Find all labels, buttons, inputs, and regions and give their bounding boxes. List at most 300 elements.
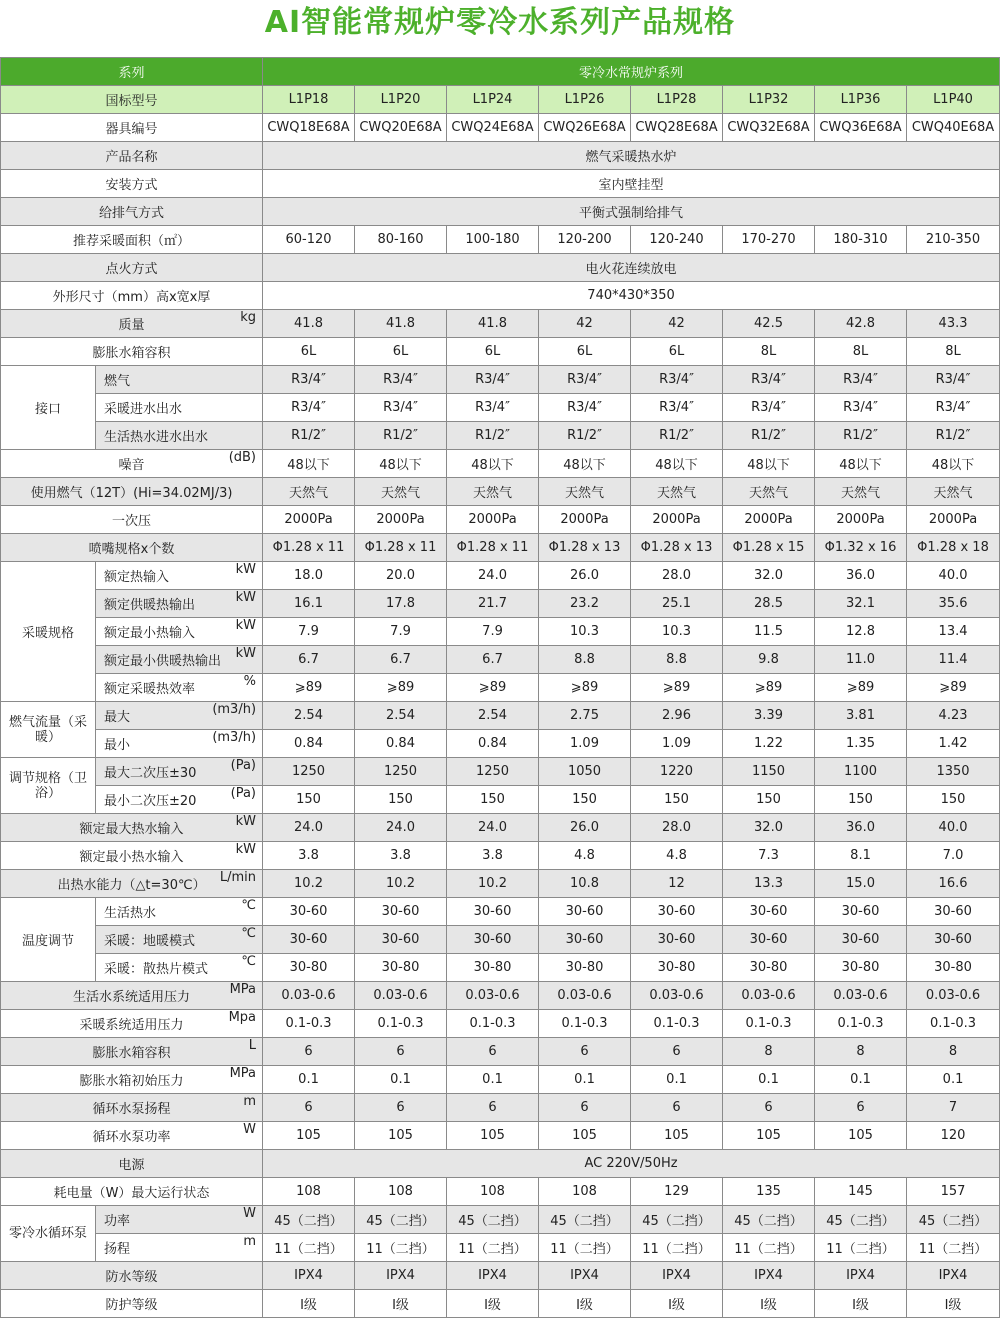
table-row (1, 534, 1000, 562)
row-label-text: 外形尺寸（mm）高x宽x厚 (52, 290, 211, 305)
value-cell: 45（二挡） (907, 1206, 1000, 1234)
value-cell: 1.09 (631, 730, 723, 758)
value-cell: 天然气 (907, 478, 1000, 506)
value-cell: 21.7 (447, 590, 539, 618)
value-cell: 30-60 (539, 926, 631, 954)
value-cell: 150 (907, 786, 1000, 814)
value-cell: ⩾89 (631, 674, 723, 702)
value-cell: R1/2″ (631, 422, 723, 450)
value-cell: 30-80 (263, 954, 355, 982)
table-row (1, 394, 1000, 422)
value-cell: R1/2″ (447, 422, 539, 450)
value-cell: 32.0 (723, 562, 815, 590)
value-cell: CWQ40E68A (907, 114, 1000, 142)
value-cell: Ⅰ级 (723, 1290, 815, 1318)
row-label-text: 额定最小热输入 (104, 626, 196, 641)
value-cell: 0.1-0.3 (539, 1010, 631, 1038)
value-cell: 天然气 (447, 478, 539, 506)
value-cell: Ⅰ级 (447, 1290, 539, 1318)
value-cell-span: 燃气采暖热水炉 (263, 142, 1000, 170)
value-cell: 4.23 (907, 702, 1000, 730)
value-cell: 天然气 (355, 478, 447, 506)
value-cell: 11（二挡） (539, 1234, 631, 1262)
value-cell: Φ1.28 x 18 (907, 534, 1000, 562)
value-cell: CWQ18E68A (263, 114, 355, 142)
value-cell: 0.1-0.3 (447, 1010, 539, 1038)
row-unit: W (243, 1122, 257, 1137)
value-cell: 11.0 (815, 646, 907, 674)
value-cell: 10.3 (631, 618, 723, 646)
value-cell: 105 (631, 1122, 723, 1150)
value-cell: 8 (907, 1038, 1000, 1066)
value-cell: 108 (539, 1178, 631, 1206)
value-cell: IPX4 (355, 1262, 447, 1290)
row-unit: MPa (229, 1066, 257, 1081)
row-unit: kW (235, 646, 257, 661)
value-cell: 6 (631, 1038, 723, 1066)
row-label (1, 478, 263, 506)
value-cell: 30-60 (263, 926, 355, 954)
table-row (1, 450, 1000, 478)
value-cell: 36.0 (815, 814, 907, 842)
value-cell: 12 (631, 870, 723, 898)
value-cell: 32.1 (815, 590, 907, 618)
value-cell: 24.0 (355, 814, 447, 842)
row-label-text: 膨胀水箱容积 (92, 1046, 171, 1061)
value-cell: 6 (539, 1094, 631, 1122)
table-row (1, 870, 1000, 898)
value-cell: 41.8 (355, 310, 447, 338)
value-cell: 26.0 (539, 562, 631, 590)
value-cell: 30-60 (907, 898, 1000, 926)
row-label (1, 814, 263, 842)
row-label-text: 膨胀水箱容积 (92, 346, 171, 361)
value-cell: 10.3 (539, 618, 631, 646)
value-cell: 11.4 (907, 646, 1000, 674)
row-label (1, 1262, 263, 1290)
row-label (96, 730, 263, 758)
value-cell: 45（二挡） (815, 1206, 907, 1234)
value-cell: R3/4″ (355, 394, 447, 422)
row-label-text: 喷嘴规格x个数 (88, 542, 175, 557)
row-label (1, 114, 263, 142)
value-cell: 0.1-0.3 (907, 1010, 1000, 1038)
value-cell: 0.03-0.6 (447, 982, 539, 1010)
value-cell: 24.0 (263, 814, 355, 842)
value-cell: Ⅰ级 (907, 1290, 1000, 1318)
value-cell: 0.1 (447, 1066, 539, 1094)
value-cell: 48以下 (355, 450, 447, 478)
table-row (1, 590, 1000, 618)
value-cell: R3/4″ (539, 366, 631, 394)
row-label-text: 防护等级 (105, 1298, 158, 1313)
category-label: 接口 (1, 366, 96, 450)
value-cell: 41.8 (263, 310, 355, 338)
value-cell: ⩾89 (263, 674, 355, 702)
value-cell: 2000Pa (815, 506, 907, 534)
row-label (1, 982, 263, 1010)
row-label (1, 170, 263, 198)
value-cell: R3/4″ (263, 366, 355, 394)
value-cell: 120-200 (539, 226, 631, 254)
value-cell: 30-60 (355, 898, 447, 926)
value-cell: R1/2″ (907, 422, 1000, 450)
value-cell: 30-60 (263, 898, 355, 926)
value-cell: 2000Pa (907, 506, 1000, 534)
value-cell: 8 (723, 1038, 815, 1066)
row-label (1, 450, 263, 478)
row-unit: W (243, 1206, 257, 1221)
value-cell: 157 (907, 1178, 1000, 1206)
category-label: 温度调节 (1, 898, 96, 982)
value-cell: R3/4″ (447, 366, 539, 394)
value-cell: 105 (447, 1122, 539, 1150)
value-cell: 48以下 (263, 450, 355, 478)
row-label (96, 618, 263, 646)
value-cell: 1100 (815, 758, 907, 786)
value-cell: 30-60 (631, 926, 723, 954)
value-cell: 105 (815, 1122, 907, 1150)
row-label-text: 最小二次压±20 (104, 794, 197, 809)
value-cell: 30-60 (723, 898, 815, 926)
value-cell: 8.1 (815, 842, 907, 870)
value-cell: 2.96 (631, 702, 723, 730)
table-row (1, 142, 1000, 170)
table-row (1, 1010, 1000, 1038)
value-cell: 6 (355, 1094, 447, 1122)
value-cell: 105 (539, 1122, 631, 1150)
value-cell: 2.54 (263, 702, 355, 730)
value-cell: 105 (355, 1122, 447, 1150)
value-cell: IPX4 (815, 1262, 907, 1290)
value-cell: 3.8 (447, 842, 539, 870)
value-cell: 105 (723, 1122, 815, 1150)
row-label (96, 562, 263, 590)
row-label-text: 额定采暖热效率 (104, 682, 196, 697)
value-cell: 36.0 (815, 562, 907, 590)
value-cell: 11（二挡） (723, 1234, 815, 1262)
value-cell: Ⅰ级 (539, 1290, 631, 1318)
value-cell: 0.1-0.3 (815, 1010, 907, 1038)
row-label (96, 394, 263, 422)
value-cell: L1P26 (539, 86, 631, 114)
table-row (1, 170, 1000, 198)
value-cell: L1P24 (447, 86, 539, 114)
row-label-text: 生活热水 (104, 906, 157, 921)
value-cell: 3.81 (815, 702, 907, 730)
value-cell: R3/4″ (907, 394, 1000, 422)
row-label-text: 点火方式 (105, 262, 158, 277)
value-cell: 40.0 (907, 562, 1000, 590)
row-unit: m (243, 1234, 257, 1249)
table-row (1, 618, 1000, 646)
row-label-text: 电源 (118, 1158, 145, 1173)
value-cell: 10.2 (263, 870, 355, 898)
value-cell: 6.7 (447, 646, 539, 674)
value-cell: 11.5 (723, 618, 815, 646)
value-cell: 80-160 (355, 226, 447, 254)
row-label (1, 86, 263, 114)
value-cell: 45（二挡） (631, 1206, 723, 1234)
value-cell: R1/2″ (263, 422, 355, 450)
series-label: 系列 (1, 58, 263, 86)
value-cell: 1.09 (539, 730, 631, 758)
value-cell: 30-80 (355, 954, 447, 982)
value-cell: 6 (723, 1094, 815, 1122)
value-cell: IPX4 (263, 1262, 355, 1290)
row-unit: kW (235, 842, 257, 857)
value-cell: R3/4″ (631, 394, 723, 422)
value-cell: 6L (263, 338, 355, 366)
row-label-text: 推荐采暖面积（㎡） (73, 234, 191, 249)
value-cell: L1P20 (355, 86, 447, 114)
value-cell: 1220 (631, 758, 723, 786)
value-cell: 30-60 (815, 926, 907, 954)
row-label (1, 226, 263, 254)
value-cell: 16.1 (263, 590, 355, 618)
value-cell: 6 (447, 1038, 539, 1066)
table-row (1, 254, 1000, 282)
value-cell: IPX4 (907, 1262, 1000, 1290)
value-cell: L1P32 (723, 86, 815, 114)
row-label-text: 额定最大热水输入 (79, 822, 184, 837)
row-label (96, 926, 263, 954)
value-cell-span: 740*430*350 (263, 282, 1000, 310)
value-cell: 30-80 (723, 954, 815, 982)
table-row (1, 1094, 1000, 1122)
row-label-text: 安装方式 (105, 178, 158, 193)
value-cell: CWQ24E68A (447, 114, 539, 142)
value-cell: R3/4″ (815, 394, 907, 422)
series-value: 零冷水常规炉系列 (263, 58, 1000, 86)
value-cell: 13.3 (723, 870, 815, 898)
value-cell: 17.8 (355, 590, 447, 618)
value-cell: R1/2″ (355, 422, 447, 450)
row-label-text: 采暖：地暖模式 (104, 934, 196, 949)
value-cell: 1250 (355, 758, 447, 786)
value-cell: 11（二挡） (447, 1234, 539, 1262)
row-label (1, 198, 263, 226)
value-cell: IPX4 (631, 1262, 723, 1290)
value-cell: R3/4″ (723, 366, 815, 394)
table-row (1, 954, 1000, 982)
row-label-text: 产品名称 (105, 150, 158, 165)
value-cell: 0.1 (263, 1066, 355, 1094)
value-cell: CWQ36E68A (815, 114, 907, 142)
row-label-text: 国标型号 (105, 94, 158, 109)
spec-table (0, 57, 1000, 1318)
value-cell: 2.75 (539, 702, 631, 730)
value-cell: Φ1.28 x 11 (355, 534, 447, 562)
row-label-text: 功率 (104, 1214, 131, 1229)
value-cell: 45（二挡） (447, 1206, 539, 1234)
value-cell: R3/4″ (815, 366, 907, 394)
row-unit: MPa (229, 982, 257, 997)
value-cell: 6 (263, 1038, 355, 1066)
row-label (96, 954, 263, 982)
row-label-text: 扬程 (104, 1242, 131, 1257)
row-label-text: 采暖进水出水 (104, 402, 183, 417)
row-label (1, 1066, 263, 1094)
page-title: AI智能常规炉零冷水系列产品规格 (264, 5, 736, 40)
value-cell: 180-310 (815, 226, 907, 254)
value-cell: 1.22 (723, 730, 815, 758)
value-cell: 45（二挡） (723, 1206, 815, 1234)
table-row (1, 506, 1000, 534)
row-unit: kg (240, 310, 257, 325)
row-label (1, 310, 263, 338)
value-cell: 48以下 (907, 450, 1000, 478)
value-cell: 30-60 (355, 926, 447, 954)
table-row (1, 1262, 1000, 1290)
value-cell: 2000Pa (355, 506, 447, 534)
value-cell: 28.5 (723, 590, 815, 618)
value-cell: 0.03-0.6 (263, 982, 355, 1010)
row-label (96, 674, 263, 702)
value-cell: 150 (723, 786, 815, 814)
value-cell: 天然气 (815, 478, 907, 506)
value-cell-span: 平衡式强制给排气 (263, 198, 1000, 226)
value-cell: 10.2 (355, 870, 447, 898)
value-cell: 4.8 (631, 842, 723, 870)
row-label-text: 一次压 (112, 514, 152, 529)
value-cell: 6 (815, 1094, 907, 1122)
value-cell: 45（二挡） (355, 1206, 447, 1234)
value-cell: IPX4 (447, 1262, 539, 1290)
value-cell: 150 (355, 786, 447, 814)
value-cell: 9.8 (723, 646, 815, 674)
value-cell-span: 室内壁挂型 (263, 170, 1000, 198)
table-row (1, 1178, 1000, 1206)
row-unit: (m3/h) (212, 730, 257, 745)
row-label (1, 1122, 263, 1150)
value-cell: 108 (263, 1178, 355, 1206)
row-label-text: 使用燃气（12T）(Hi=34.02MJ/3) (30, 486, 233, 501)
value-cell: 20.0 (355, 562, 447, 590)
row-unit: kW (235, 590, 257, 605)
row-unit: ℃ (241, 898, 257, 913)
value-cell: 6 (631, 1094, 723, 1122)
row-label (1, 142, 263, 170)
table-row (1, 562, 1000, 590)
value-cell: 天然气 (263, 478, 355, 506)
value-cell: L1P28 (631, 86, 723, 114)
category-label: 调节规格（卫浴） (1, 758, 96, 814)
table-row (1, 702, 1000, 730)
value-cell: 45（二挡） (263, 1206, 355, 1234)
row-label (96, 758, 263, 786)
value-cell: 1250 (263, 758, 355, 786)
value-cell: 3.8 (263, 842, 355, 870)
value-cell: 145 (815, 1178, 907, 1206)
row-label (1, 1094, 263, 1122)
value-cell: 150 (263, 786, 355, 814)
row-unit: L/min (219, 870, 257, 885)
row-unit: % (243, 674, 257, 689)
value-cell: 120-240 (631, 226, 723, 254)
value-cell: 2000Pa (723, 506, 815, 534)
value-cell: 0.1-0.3 (355, 1010, 447, 1038)
value-cell: R1/2″ (539, 422, 631, 450)
value-cell: 40.0 (907, 814, 1000, 842)
value-cell: 45（二挡） (539, 1206, 631, 1234)
value-cell: 16.6 (907, 870, 1000, 898)
row-label (1, 870, 263, 898)
value-cell: 4.8 (539, 842, 631, 870)
table-row (1, 786, 1000, 814)
value-cell: 2000Pa (447, 506, 539, 534)
value-cell: 15.0 (815, 870, 907, 898)
value-cell: Φ1.28 x 15 (723, 534, 815, 562)
row-label-text: 给排气方式 (99, 206, 165, 221)
value-cell: 8.8 (631, 646, 723, 674)
table-row (1, 1150, 1000, 1178)
value-cell: CWQ26E68A (539, 114, 631, 142)
value-cell: 6 (539, 1038, 631, 1066)
value-cell: 13.4 (907, 618, 1000, 646)
table-row (1, 926, 1000, 954)
row-label (1, 1150, 263, 1178)
value-cell: R3/4″ (355, 366, 447, 394)
value-cell: Φ1.28 x 11 (447, 534, 539, 562)
value-cell: 0.1-0.3 (263, 1010, 355, 1038)
row-unit: kW (235, 814, 257, 829)
value-cell: 0.03-0.6 (355, 982, 447, 1010)
value-cell: 24.0 (447, 562, 539, 590)
value-cell: 100-180 (447, 226, 539, 254)
value-cell: 12.8 (815, 618, 907, 646)
value-cell: 天然气 (631, 478, 723, 506)
value-cell: 30-60 (723, 926, 815, 954)
row-label-text: 额定最小供暖热输出 (104, 654, 222, 669)
value-cell: 60-120 (263, 226, 355, 254)
value-cell: 6L (539, 338, 631, 366)
value-cell: Φ1.28 x 13 (539, 534, 631, 562)
value-cell: 8L (815, 338, 907, 366)
row-unit: (dB) (228, 450, 257, 465)
row-label (1, 534, 263, 562)
value-cell: 11（二挡） (815, 1234, 907, 1262)
value-cell: 48以下 (815, 450, 907, 478)
value-cell: 170-270 (723, 226, 815, 254)
row-label-text: 循环水泵扬程 (92, 1102, 171, 1117)
value-cell: 6L (631, 338, 723, 366)
value-cell: CWQ32E68A (723, 114, 815, 142)
row-label (1, 842, 263, 870)
table-row (1, 338, 1000, 366)
row-label-text: 循环水泵功率 (92, 1130, 171, 1145)
table-row (1, 366, 1000, 394)
value-cell: 0.84 (355, 730, 447, 758)
value-cell: 0.1-0.3 (631, 1010, 723, 1038)
value-cell: ⩾89 (539, 674, 631, 702)
row-label (96, 898, 263, 926)
value-cell: 11（二挡） (263, 1234, 355, 1262)
table-row (1, 1290, 1000, 1318)
row-label (96, 1234, 263, 1262)
value-cell: 30-80 (815, 954, 907, 982)
value-cell: 3.8 (355, 842, 447, 870)
row-label-text: 燃气 (104, 374, 131, 389)
value-cell: 7.3 (723, 842, 815, 870)
value-cell: R3/4″ (447, 394, 539, 422)
value-cell: 8L (723, 338, 815, 366)
table-row (1, 310, 1000, 338)
value-cell: 28.0 (631, 562, 723, 590)
row-label (96, 1206, 263, 1234)
table-row (1, 478, 1000, 506)
value-cell: 210-350 (907, 226, 1000, 254)
